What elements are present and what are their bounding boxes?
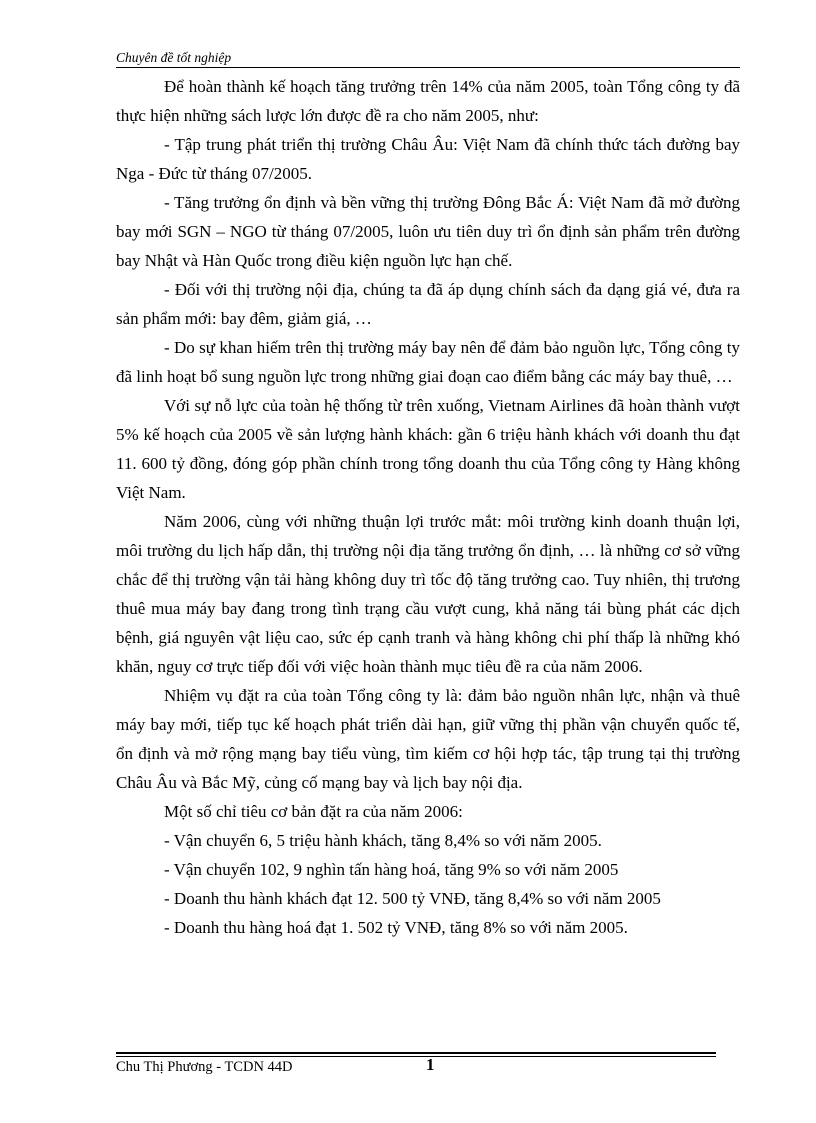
target-item-passenger-revenue: - Doanh thu hành khách đạt 12. 500 tỷ VNĐ, tăng 8,4% so với năm 2005 [164,889,661,908]
footer-divider-thick [116,1052,716,1054]
paragraph-tasks: Nhiệm vụ đặt ra của toàn Tổng công ty là: đảm bảo nguồn nhân lực, nhận và thuê máy bay mới, tiếp tục kế hoạch phát triển dài hạn, giữ vững thị phần vận chuyển quốc tế, ổn định và mở rộng mạng bay tiểu vùng, tìm kiếm cơ hội hợp tác, tập trung tại thị trường Châu Âu và Bắc Mỹ, củng cố mạng bay và lịch bay nội địa. [116,686,740,792]
paragraph-results: Với sự nỗ lực của toàn hệ thống từ trên xuống, Vietnam Airlines đã hoàn thành vượt 5% kế hoạch của 2005 về sản lượng hành khách: gần 6 triệu hành khách với doanh thu đạt 11. 600 tỷ đồng, đóng góp phần chính trong tổng doanh thu của Tổng công ty Hàng không Việt Nam. [116,396,740,502]
paragraph-northeast-asia: - Tăng trưởng ổn định và bền vững thị trường Đông Bắc Á: Việt Nam đã mở đường bay mới SGN – NGO từ tháng 07/2005, luôn ưu tiên duy trì ổn định sản phẩm trên đường bay Nhật và Hàn Quốc trong điều kiện nguồn lực hạn chế. [116,193,740,270]
target-item-cargo: - Vận chuyển 102, 9 nghìn tấn hàng hoá, tăng 9% so với năm 2005 [164,860,619,879]
footer-divider-thin [116,1056,716,1057]
page-header: Chuyên đề tốt nghiệp [116,50,232,65]
paragraph-europe: - Tập trung phát triển thị trường Châu Âu: Việt Nam đã chính thức tách đường bay Nga - Đức từ tháng 07/2005. [116,135,740,183]
footer-author: Chu Thị Phương - TCDN 44D [116,1059,293,1075]
paragraph-2006-outlook: Năm 2006, cùng với những thuận lợi trước mắt: môi trường kinh doanh thuận lợi, môi trường du lịch hấp dẫn, thị trường nội địa tăng trưởng ổn định, … là những cơ sở vững chắc để thị trường vận tải hàng không duy trì tốc độ tăng trưởng cao. Tuy nhiên, thị trương thuê mua máy bay đang trong tình trạng cầu vượt cung, khả năng tái bùng phát các dịch bệnh, giá nguyên vật liệu cao, sức ép cạnh tranh và hàng không chi phí thấp là những khó khăn, nguy cơ trực tiếp đối với việc hoàn thành mục tiêu đề ra của năm 2006. [116,512,740,676]
paragraph-aircraft: - Do sự khan hiếm trên thị trường máy bay nên để đảm bảo nguồn lực, Tổng công ty đã linh hoạt bổ sung nguồn lực trong những giai đoạn cao điểm bằng các máy bay thuê, … [116,338,740,386]
paragraph-domestic: - Đối với thị trường nội địa, chúng ta đã áp dụng chính sách đa dạng giá vé, đưa ra sản phẩm mới: bay đêm, giảm giá, … [116,280,740,328]
paragraph-intro: Để hoàn thành kế hoạch tăng trưởng trên 14% của năm 2005, toàn Tổng công ty đã thực hiện những sách lược lớn được đề ra cho năm 2005, như: [116,77,740,125]
target-item-passengers: - Vận chuyển 6, 5 triệu hành khách, tăng 8,4% so với năm 2005. [164,831,602,850]
document-body [116,72,740,942]
page-number: 1 [426,1055,435,1074]
target-item-cargo-revenue: - Doanh thu hàng hoá đạt 1. 502 tỷ VNĐ, tăng 8% so với năm 2005. [164,918,628,937]
header-divider [116,67,740,68]
paragraph-targets-intro: Một số chỉ tiêu cơ bản đặt ra của năm 2006: [164,802,463,821]
